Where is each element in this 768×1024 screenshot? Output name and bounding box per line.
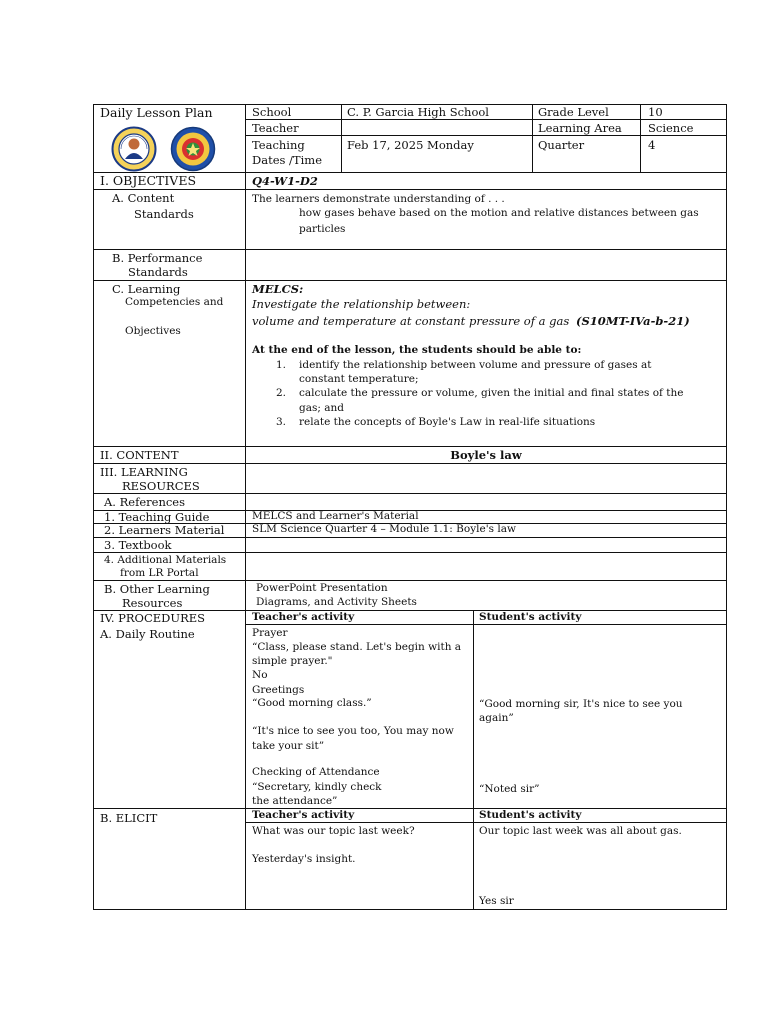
- content-heading: II. CONTENT: [100, 448, 179, 462]
- routine-student-line: “Good morning sir, It's nice to see you: [479, 698, 683, 710]
- elicit-teacher-line: What was our topic last week?: [252, 825, 415, 837]
- teaching-guide-value: MELCS and Learner's Material: [252, 510, 419, 522]
- elicit-student-line: Yes sir: [479, 895, 514, 907]
- learning-resources-heading: III. LEARNING: [100, 465, 188, 479]
- content-standards-text-2: how gases behave based on the motion and relative distances between gas: [299, 207, 699, 219]
- additional-materials-label: 4. Additional Materials: [104, 554, 227, 566]
- objective-item-cont: gas; and: [299, 402, 344, 414]
- performance-standards-label-2: Standards: [128, 265, 188, 279]
- objective-item: identify the relationship between volume and pressure of gases at: [299, 359, 652, 371]
- routine-teacher-line: “Good morning class.”: [252, 697, 372, 709]
- content-standards-label-2: Standards: [134, 207, 194, 221]
- daily-routine-label: A. Daily Routine: [100, 627, 195, 641]
- melc-code: (S10MT-IVa-b-21): [576, 314, 690, 328]
- school-value: C. P. Garcia High School: [347, 105, 489, 119]
- teaching-dates-label-2: Dates /Time: [252, 153, 322, 167]
- teaching-dates-value: Feb 17, 2025 Monday: [347, 138, 474, 152]
- routine-teacher-line: No: [252, 669, 268, 681]
- other-resources-value-2: Diagrams, and Activity Sheets: [256, 596, 417, 608]
- routine-student-line: again”: [479, 712, 514, 724]
- learners-material-label: 2. Learners Material: [104, 523, 225, 537]
- objectives-heading: I. OBJECTIVES: [100, 173, 197, 188]
- quarter-value: 4: [648, 138, 656, 152]
- teaching-dates-label: Teaching: [252, 138, 305, 152]
- objective-item-number: 1.: [276, 359, 287, 371]
- elicit-teacher-line: Yesterday's insight.: [252, 853, 356, 865]
- other-resources-label: B. Other Learning: [104, 582, 210, 596]
- elicit-student-header: Student's activity: [479, 809, 582, 821]
- learning-competencies-label-2: Competencies and: [125, 296, 224, 308]
- teacher-activity-header: Teacher's activity: [252, 611, 355, 623]
- melcs-label: MELCS:: [252, 282, 304, 296]
- elicit-label: B. ELICIT: [100, 811, 158, 825]
- content-standards-text: The learners demonstrate understanding of . . .: [252, 193, 505, 205]
- teacher-label: Teacher: [252, 121, 299, 135]
- grade-level-value: 10: [648, 105, 663, 119]
- procedures-heading: IV. PROCEDURES: [100, 611, 206, 625]
- routine-teacher-line: “It's nice to see you too, You may now: [252, 725, 454, 737]
- learning-competencies-label: C. Learning: [112, 282, 181, 296]
- textbook-label: 3. Textbook: [104, 538, 172, 552]
- investigate-line-2: volume and temperature at constant pressure of a gas: [252, 314, 570, 328]
- end-lesson-statement: At the end of the lesson, the students should be able to:: [252, 344, 582, 356]
- routine-teacher-line: the attendance”: [252, 795, 338, 807]
- lesson-plan-table: [93, 104, 727, 910]
- learning-resources-heading-2: RESOURCES: [122, 479, 200, 493]
- objective-item: calculate the pressure or volume, given the initial and final states of the: [299, 387, 684, 399]
- routine-teacher-line: Checking of Attendance: [252, 766, 380, 778]
- content-standards-label: A. Content: [112, 191, 175, 205]
- other-resources-label-2: Resources: [122, 596, 183, 610]
- objective-item-cont: constant temperature;: [299, 373, 419, 385]
- investigate-line-1: Investigate the relationship between:: [252, 297, 471, 311]
- learning-competencies-label-3: Objectives: [125, 325, 181, 337]
- quarter-label: Quarter: [538, 138, 585, 152]
- other-resources-value: PowerPoint Presentation: [256, 582, 388, 594]
- routine-teacher-line: Prayer: [252, 627, 288, 639]
- additional-materials-label-2: from LR Portal: [120, 567, 199, 579]
- performance-standards-label: B. Performance: [112, 251, 203, 265]
- objective-item-number: 2.: [276, 387, 287, 399]
- student-activity-header: Student's activity: [479, 611, 582, 623]
- routine-teacher-line: “Secretary, kindly check: [252, 781, 382, 793]
- routine-teacher-line: Greetings: [252, 684, 305, 696]
- objective-item: relate the concepts of Boyle's Law in real-life situations: [299, 416, 596, 428]
- content-value: Boyle's law: [450, 448, 522, 462]
- learning-area-label: Learning Area: [538, 121, 622, 135]
- content-standards-text-3: particles: [299, 223, 346, 235]
- elicit-teacher-header: Teacher's activity: [252, 809, 355, 821]
- references-label: A. References: [104, 495, 185, 509]
- doc-title: Daily Lesson Plan: [100, 105, 213, 120]
- division-seal-logo: [170, 126, 216, 172]
- elicit-student-line: Our topic last week was all about gas.: [479, 825, 682, 837]
- routine-teacher-line: “Class, please stand. Let's begin with a: [252, 641, 462, 653]
- objectives-code: Q4-W1-D2: [252, 174, 318, 188]
- routine-student-line: “Noted sir”: [479, 783, 540, 795]
- school-seal-logo: [111, 126, 157, 172]
- routine-teacher-line: simple prayer.": [252, 655, 333, 667]
- learners-material-value: SLM Science Quarter 4 – Module 1.1: Boyle's law: [252, 523, 516, 535]
- grade-level-label: Grade Level: [538, 105, 609, 119]
- learning-area-value: Science: [648, 121, 694, 135]
- school-label: School: [252, 105, 292, 119]
- teaching-guide-label: 1. Teaching Guide: [104, 510, 210, 524]
- routine-teacher-line: take your sit”: [252, 740, 325, 752]
- objective-item-number: 3.: [276, 416, 287, 428]
